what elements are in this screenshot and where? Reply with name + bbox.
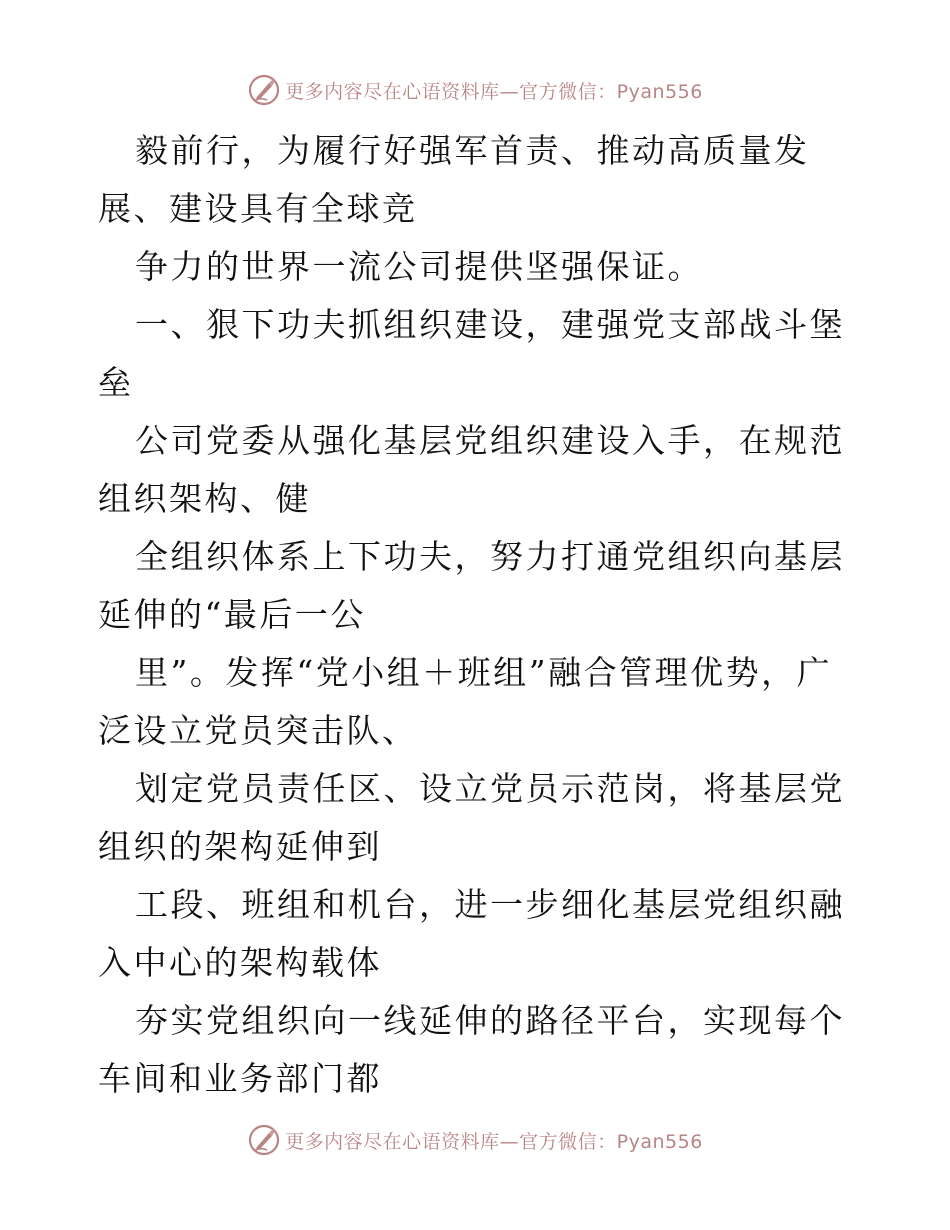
paragraph-4	[98, 412, 858, 528]
paragraph-8	[98, 876, 858, 992]
pen-logo-icon	[247, 1123, 281, 1157]
paragraph-7-line-1: 划定党员责任区、设立党员示范岗，将基层党组	[98, 769, 845, 866]
paragraph-2	[98, 238, 858, 296]
paragraph-1	[98, 122, 858, 238]
pen-logo-icon	[247, 73, 281, 107]
section-heading-1	[98, 296, 858, 412]
paragraph-1-line-2: 建设具有全球竞	[169, 189, 418, 228]
header-watermark	[0, 70, 950, 110]
paragraph-5-line-2: 伸的“最后一公	[133, 595, 366, 634]
paragraph-3-line-1: 一、狠下功夫抓组织建设，建强党支部战斗堡垒	[98, 305, 845, 402]
paragraph-6-line-1: 里”。发挥“党小组＋班组”融合管理优势，广	[135, 653, 833, 692]
paragraph-9-line-2: 间和业务部门都	[133, 1059, 382, 1098]
footer-watermark	[0, 1120, 950, 1160]
paragraph-6	[98, 644, 858, 760]
paragraph-5	[98, 528, 858, 644]
paragraph-8-line-2: 中心的架构载体	[133, 943, 382, 982]
paragraph-6-line-2: 泛设立党员突击队、	[98, 711, 418, 750]
watermark-text: 更多内容尽在心语资料库—官方微信：Pyan556	[285, 1130, 703, 1153]
paragraph-7	[98, 760, 858, 876]
paragraph-4-line-2: 织架构、健	[133, 479, 311, 518]
paragraph-7-line-2: 织的架构延伸到	[133, 827, 382, 866]
watermark-text: 更多内容尽在心语资料库—官方微信：Pyan556	[285, 80, 703, 103]
document-body	[98, 122, 858, 1108]
paragraph-1-line-1: 毅前行，为履行好强军首责、推动高质量发展、	[98, 131, 810, 228]
paragraph-9-line-1: 夯实党组织向一线延伸的路径平台，实现每个车	[98, 1001, 845, 1098]
paragraph-2-line-1: 争力的世界一流公司提供坚强保证。	[135, 247, 703, 286]
paragraph-5-line-1: 全组织体系上下功夫，努力打通党组织向基层延	[98, 537, 845, 634]
paragraph-9	[98, 992, 858, 1108]
paragraph-8-line-1: 工段、班组和机台，进一步细化基层党组织融入	[98, 885, 845, 982]
paragraph-4-line-1: 公司党委从强化基层党组织建设入手，在规范组	[98, 421, 845, 518]
